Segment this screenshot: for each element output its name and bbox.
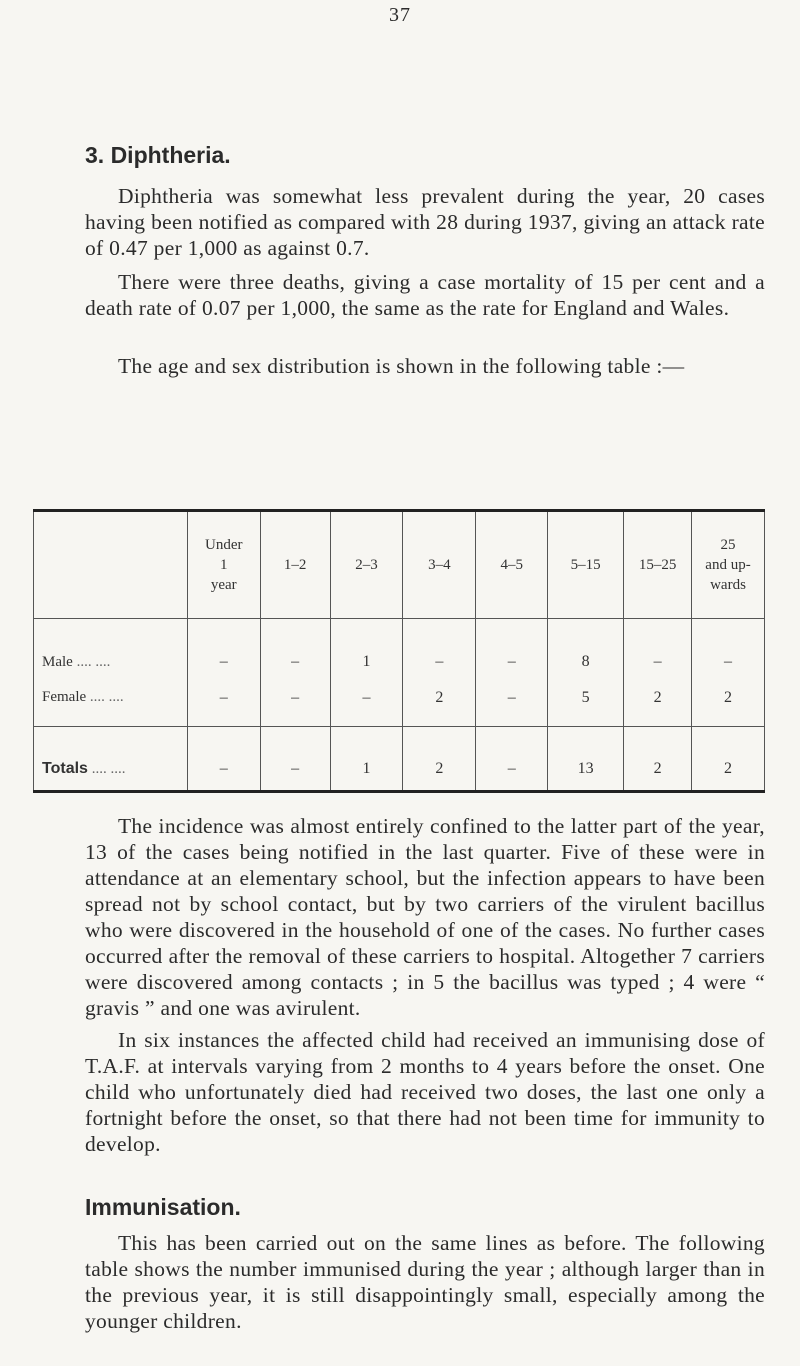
table-header-cell: 3–4 [403, 511, 476, 619]
table-header-cell: 1–2 [260, 511, 330, 619]
table-cell: – [260, 619, 330, 677]
table-cell: – [624, 619, 692, 677]
intro-paragraph-3: The age and sex distribution is shown in the following table :— [118, 354, 685, 378]
table-cell: 13 [548, 727, 624, 792]
table-cell: 2 [692, 677, 765, 727]
immunisation-title: Immunisation. [85, 1194, 241, 1220]
table-cell: 1 [330, 619, 403, 677]
table-header-cell: 4–5 [476, 511, 548, 619]
section-title: 3. Diphtheria. [85, 142, 231, 168]
table-cell: 2 [403, 677, 476, 727]
table-cell: 2 [403, 727, 476, 792]
table-cell: – [260, 677, 330, 727]
table-row-male [34, 619, 765, 677]
table-cell: – [476, 619, 548, 677]
table-cell: 8 [548, 619, 624, 677]
row-label-cell [34, 619, 188, 677]
age-sex-table [33, 509, 765, 793]
row-label: Female [42, 688, 87, 705]
header-line: 25 [720, 537, 736, 553]
intro-paragraph-1: Diphtheria was somewhat less prevalent during the year, 20 cases having been notified as compared with 28 during 1937, giving an attack rate of 0.47 per 1,000 as against 0.7. [85, 184, 765, 260]
table-cell: 2 [624, 677, 692, 727]
table-header-cell [692, 511, 765, 619]
table-header-row [34, 511, 765, 619]
immunisation-paragraph: This has been carried out on the same lines as before. The following table shows the number immunised during the year ; although larger than in the previous year, it is still disappointingly small, especially among the younger children. [85, 1231, 765, 1333]
table-row-totals [34, 727, 765, 792]
header-line: year [210, 577, 237, 593]
incidence-paragraph: The incidence was almost entirely confined to the latter part of the year, 13 of the cases being notified in the last quarter. Five of these were in attendance at an elementary school, but the infection appears to have been spread not by school contact, but by two carriers of the virulent bacillus who were discovered in the household of one of the cases. No further cases occurred after the removal of these carriers to hospital. Altogether 7 carriers were discovered among contacts ; in 5 the bacillus was typed ; 4 were “ gravis ” and one was avirulent. [85, 814, 765, 1020]
table-header-blank [34, 511, 188, 619]
row-label-cell [34, 677, 188, 727]
table-cell: 1 [330, 727, 403, 792]
table-header-cell: 2–3 [330, 511, 403, 619]
table-cell: – [187, 619, 260, 677]
table-cell: – [187, 727, 260, 792]
intro-paragraph-2: There were three deaths, giving a case mortality of 15 per cent and a death rate of 0.07 per 1,000, the same as the rate for England and Wales. [85, 270, 765, 320]
label-dots: .... .... [76, 653, 111, 670]
row-label-cell [34, 727, 188, 792]
totals-label: Totals [42, 760, 88, 777]
table-cell: 2 [692, 727, 765, 792]
table-cell: – [476, 677, 548, 727]
table-cell: – [330, 677, 403, 727]
row-label: Male [42, 653, 73, 670]
page-number: 37 [389, 4, 411, 26]
table-row-female [34, 677, 765, 727]
table-cell: – [187, 677, 260, 727]
label-dots: .... .... [91, 761, 126, 777]
table-header-cell: 5–15 [548, 511, 624, 619]
table-header-cell [187, 511, 260, 619]
table-cell: – [403, 619, 476, 677]
header-line: wards [710, 577, 746, 593]
table-cell: 2 [624, 727, 692, 792]
label-dots: .... .... [89, 688, 124, 705]
table-cell: – [260, 727, 330, 792]
table-cell: – [692, 619, 765, 677]
table-header-cell: 15–25 [624, 511, 692, 619]
table-cell: 5 [548, 677, 624, 727]
header-line: 1 [220, 557, 228, 573]
header-line: Under [205, 537, 243, 553]
immunising-dose-paragraph: In six instances the affected child had received an immunising dose of T.A.F. at intervals varying from 2 months to 4 years before the onset. One child who unfortunately died had received two doses, the last one only a fortnight before the onset, so that there had not been time for immunity to develop. [85, 1028, 765, 1156]
header-line: and up- [705, 557, 751, 573]
table-cell: – [476, 727, 548, 792]
